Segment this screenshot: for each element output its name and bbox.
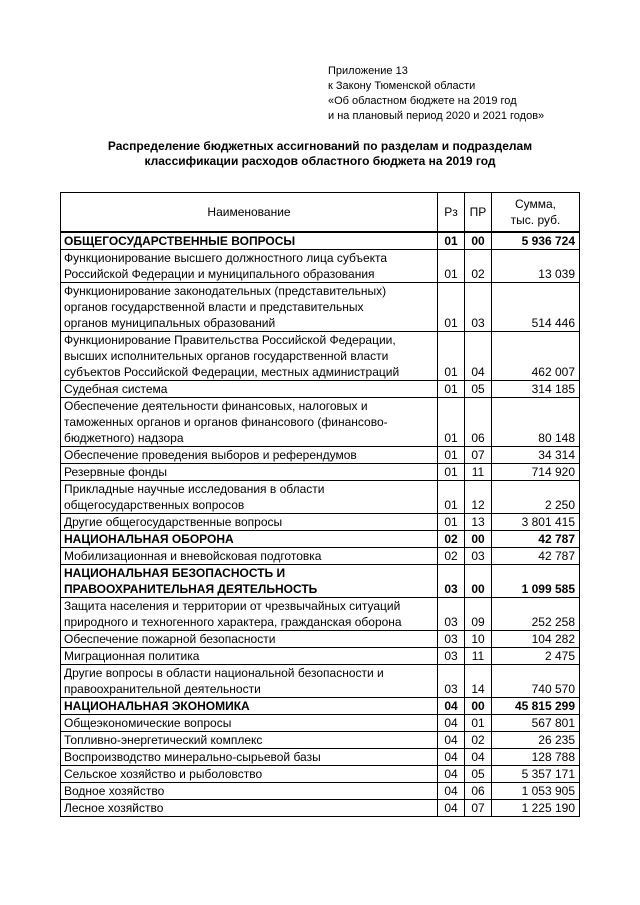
row-sum: 252 258 bbox=[492, 598, 580, 631]
row-pr: 05 bbox=[465, 766, 492, 783]
table-row bbox=[61, 665, 580, 698]
row-pr: 09 bbox=[465, 598, 492, 631]
row-rz: 01 bbox=[438, 514, 465, 531]
row-sum: 3 801 415 bbox=[492, 514, 580, 531]
table-body bbox=[61, 232, 580, 817]
row-rz: 03 bbox=[438, 565, 465, 598]
row-pr: 13 bbox=[465, 514, 492, 531]
row-name bbox=[61, 766, 438, 783]
table-row bbox=[61, 732, 580, 749]
row-name-line: Мобилизационная и вневойсковая подготовка bbox=[64, 549, 322, 563]
row-rz: 04 bbox=[438, 698, 465, 715]
row-name-line: Российской Федерации и муниципального образования bbox=[64, 267, 375, 281]
row-name-line: НАЦИОНАЛЬНАЯ ЭКОНОМИКА bbox=[64, 699, 250, 713]
row-sum: 514 446 bbox=[492, 283, 580, 332]
row-sum: 42 787 bbox=[492, 531, 580, 548]
row-name-line: высших исполнительных органов государственной власти bbox=[64, 349, 389, 363]
header-name: Наименование bbox=[61, 193, 438, 233]
table-row bbox=[61, 783, 580, 800]
row-rz: 03 bbox=[438, 648, 465, 665]
row-pr: 00 bbox=[465, 565, 492, 598]
row-pr: 07 bbox=[465, 447, 492, 464]
row-name-line: правоохранительной деятельности bbox=[64, 682, 261, 696]
table-row bbox=[61, 514, 580, 531]
row-name bbox=[61, 514, 438, 531]
row-name-line: Водное хозяйство bbox=[64, 784, 165, 798]
row-name-line: ПРАВООХРАНИТЕЛЬНАЯ ДЕЯТЕЛЬНОСТЬ bbox=[64, 582, 318, 596]
row-name-line: Обеспечение проведения выборов и референдумов bbox=[64, 448, 357, 462]
row-name bbox=[61, 565, 438, 598]
budget-table bbox=[60, 192, 580, 817]
row-name bbox=[61, 749, 438, 766]
row-name-line: ОБЩЕГОСУДАРСТВЕННЫЕ ВОПРОСЫ bbox=[64, 234, 296, 248]
table-row bbox=[61, 283, 580, 332]
row-name-line: Функционирование законодательных (представительных) bbox=[64, 284, 387, 298]
row-name-line: Функционирование Правительства Российской Федерации, bbox=[64, 333, 396, 347]
row-pr: 05 bbox=[465, 381, 492, 398]
row-sum: 5 936 724 bbox=[492, 232, 580, 250]
row-rz: 01 bbox=[438, 283, 465, 332]
title-line: Распределение бюджетных ассигнований по разделам и подразделам bbox=[107, 139, 533, 153]
title-line: классификации расходов областного бюджета на 2019 год bbox=[144, 154, 496, 168]
table-row bbox=[61, 332, 580, 381]
row-pr: 11 bbox=[465, 464, 492, 481]
row-name-line: НАЦИОНАЛЬНАЯ ОБОРОНА bbox=[64, 532, 234, 546]
row-sum: 26 235 bbox=[492, 732, 580, 749]
row-name bbox=[61, 648, 438, 665]
table-row bbox=[61, 631, 580, 648]
table-row bbox=[61, 381, 580, 398]
row-pr: 04 bbox=[465, 332, 492, 381]
row-name bbox=[61, 783, 438, 800]
table-row bbox=[61, 766, 580, 783]
row-name bbox=[61, 250, 438, 283]
row-sum: 1 225 190 bbox=[492, 800, 580, 817]
row-rz: 04 bbox=[438, 715, 465, 732]
appendix-line: к Закону Тюменской области bbox=[328, 80, 476, 92]
row-pr: 11 bbox=[465, 648, 492, 665]
row-pr: 10 bbox=[465, 631, 492, 648]
row-rz: 04 bbox=[438, 732, 465, 749]
row-name bbox=[61, 665, 438, 698]
row-pr: 07 bbox=[465, 800, 492, 817]
header-sum-line: Сумма, bbox=[514, 197, 557, 211]
row-pr: 00 bbox=[465, 232, 492, 250]
row-rz: 03 bbox=[438, 631, 465, 648]
row-name-line: Прикладные научные исследования в области bbox=[64, 482, 325, 496]
row-name-line: органов муниципальных образований bbox=[64, 316, 276, 330]
row-name bbox=[61, 447, 438, 464]
row-name-line: Другие общегосударственные вопросы bbox=[64, 515, 283, 529]
row-name-line: бюджетного) надзора bbox=[64, 431, 184, 445]
row-sum: 104 282 bbox=[492, 631, 580, 648]
table-section-row bbox=[61, 565, 580, 598]
row-name-line: НАЦИОНАЛЬНАЯ БЕЗОПАСНОСТЬ И bbox=[64, 566, 286, 580]
header-sum bbox=[492, 193, 580, 233]
row-pr: 04 bbox=[465, 749, 492, 766]
row-sum: 1 053 905 bbox=[492, 783, 580, 800]
row-name bbox=[61, 464, 438, 481]
row-pr: 06 bbox=[465, 783, 492, 800]
row-name-line: Обеспечение пожарной безопасности bbox=[64, 632, 276, 646]
row-name-line: Судебная система bbox=[64, 382, 168, 396]
row-rz: 01 bbox=[438, 381, 465, 398]
row-name-line: Защита населения и территории от чрезвычайных ситуаций bbox=[64, 599, 401, 613]
table-row bbox=[61, 598, 580, 631]
row-pr: 12 bbox=[465, 481, 492, 514]
table-row bbox=[61, 800, 580, 817]
row-name-line: таможенных органов и органов финансового (финансово- bbox=[64, 415, 388, 429]
row-pr: 03 bbox=[465, 548, 492, 565]
row-name bbox=[61, 548, 438, 565]
row-name-line: общегосударственных вопросов bbox=[64, 498, 245, 512]
row-name-line: Другие вопросы в области национальной безопасности и bbox=[64, 666, 384, 680]
row-name-line: Резервные фонды bbox=[64, 465, 168, 479]
row-name-line: Функционирование высшего должностного лица субъекта bbox=[64, 251, 388, 265]
row-name-line: природного и техногенного характера, гражданская оборона bbox=[64, 615, 402, 629]
row-name bbox=[61, 398, 438, 447]
appendix-header bbox=[328, 64, 544, 124]
row-sum: 13 039 bbox=[492, 250, 580, 283]
row-sum: 462 007 bbox=[492, 332, 580, 381]
table-row bbox=[61, 481, 580, 514]
row-rz: 04 bbox=[438, 749, 465, 766]
row-pr: 02 bbox=[465, 732, 492, 749]
row-pr: 14 bbox=[465, 665, 492, 698]
row-name bbox=[61, 598, 438, 631]
row-name-line: Воспроизводство минерально-сырьевой базы bbox=[64, 750, 321, 764]
table-section-row bbox=[61, 698, 580, 715]
row-pr: 06 bbox=[465, 398, 492, 447]
row-sum: 42 787 bbox=[492, 548, 580, 565]
row-name bbox=[61, 232, 438, 250]
row-sum: 714 920 bbox=[492, 464, 580, 481]
row-name-line: Общеэкономические вопросы bbox=[64, 716, 232, 730]
row-rz: 04 bbox=[438, 766, 465, 783]
row-name-line: органов государственной власти и представительных bbox=[64, 300, 364, 314]
row-name bbox=[61, 381, 438, 398]
appendix-line: и на плановый период 2020 и 2021 годов» bbox=[328, 110, 545, 122]
row-rz: 04 bbox=[438, 800, 465, 817]
header-sum-line: тыс. руб. bbox=[510, 213, 561, 227]
row-rz: 01 bbox=[438, 232, 465, 250]
row-rz: 01 bbox=[438, 250, 465, 283]
row-sum: 740 570 bbox=[492, 665, 580, 698]
row-name bbox=[61, 283, 438, 332]
row-sum: 80 148 bbox=[492, 398, 580, 447]
appendix-line: «Об областном бюджете на 2019 год bbox=[328, 95, 517, 107]
row-pr: 03 bbox=[465, 283, 492, 332]
row-rz: 03 bbox=[438, 598, 465, 631]
row-rz: 01 bbox=[438, 447, 465, 464]
row-name bbox=[61, 332, 438, 381]
table-header-row bbox=[61, 193, 580, 233]
row-pr: 01 bbox=[465, 715, 492, 732]
row-pr: 00 bbox=[465, 698, 492, 715]
table-row bbox=[61, 715, 580, 732]
row-rz: 02 bbox=[438, 531, 465, 548]
row-sum: 314 185 bbox=[492, 381, 580, 398]
row-sum: 2 250 bbox=[492, 481, 580, 514]
table-row bbox=[61, 250, 580, 283]
table-row bbox=[61, 398, 580, 447]
header-rz: Рз bbox=[438, 193, 465, 233]
row-name bbox=[61, 631, 438, 648]
row-name bbox=[61, 481, 438, 514]
row-sum: 45 815 299 bbox=[492, 698, 580, 715]
row-pr: 02 bbox=[465, 250, 492, 283]
row-name-line: Лесное хозяйство bbox=[64, 801, 164, 815]
row-name-line: Сельское хозяйство и рыболовство bbox=[64, 767, 263, 781]
row-rz: 01 bbox=[438, 398, 465, 447]
row-name bbox=[61, 732, 438, 749]
document-title bbox=[60, 139, 580, 169]
row-pr: 00 bbox=[465, 531, 492, 548]
row-rz: 03 bbox=[438, 665, 465, 698]
row-sum: 128 788 bbox=[492, 749, 580, 766]
row-sum: 34 314 bbox=[492, 447, 580, 464]
table-row bbox=[61, 749, 580, 766]
row-name-line: Обеспечение деятельности финансовых, налоговых и bbox=[64, 399, 368, 413]
row-rz: 01 bbox=[438, 332, 465, 381]
row-name bbox=[61, 698, 438, 715]
row-sum: 2 475 bbox=[492, 648, 580, 665]
row-sum: 567 801 bbox=[492, 715, 580, 732]
row-name-line: Топливно-энергетический комплекс bbox=[64, 733, 263, 747]
row-sum: 1 099 585 bbox=[492, 565, 580, 598]
table-row bbox=[61, 464, 580, 481]
table-section-row bbox=[61, 531, 580, 548]
row-rz: 04 bbox=[438, 783, 465, 800]
row-name bbox=[61, 715, 438, 732]
row-rz: 02 bbox=[438, 548, 465, 565]
row-name-line: субъектов Российской Федерации, местных администраций bbox=[64, 365, 400, 379]
row-name bbox=[61, 531, 438, 548]
header-pr: ПР bbox=[465, 193, 492, 233]
row-sum: 5 357 171 bbox=[492, 766, 580, 783]
row-name-line: Миграционная политика bbox=[64, 649, 200, 663]
table-section-row bbox=[61, 232, 580, 250]
table-row bbox=[61, 447, 580, 464]
row-rz: 01 bbox=[438, 464, 465, 481]
row-name bbox=[61, 800, 438, 817]
table-row bbox=[61, 548, 580, 565]
appendix-line: Приложение 13 bbox=[328, 65, 408, 77]
row-rz: 01 bbox=[438, 481, 465, 514]
table-row bbox=[61, 648, 580, 665]
